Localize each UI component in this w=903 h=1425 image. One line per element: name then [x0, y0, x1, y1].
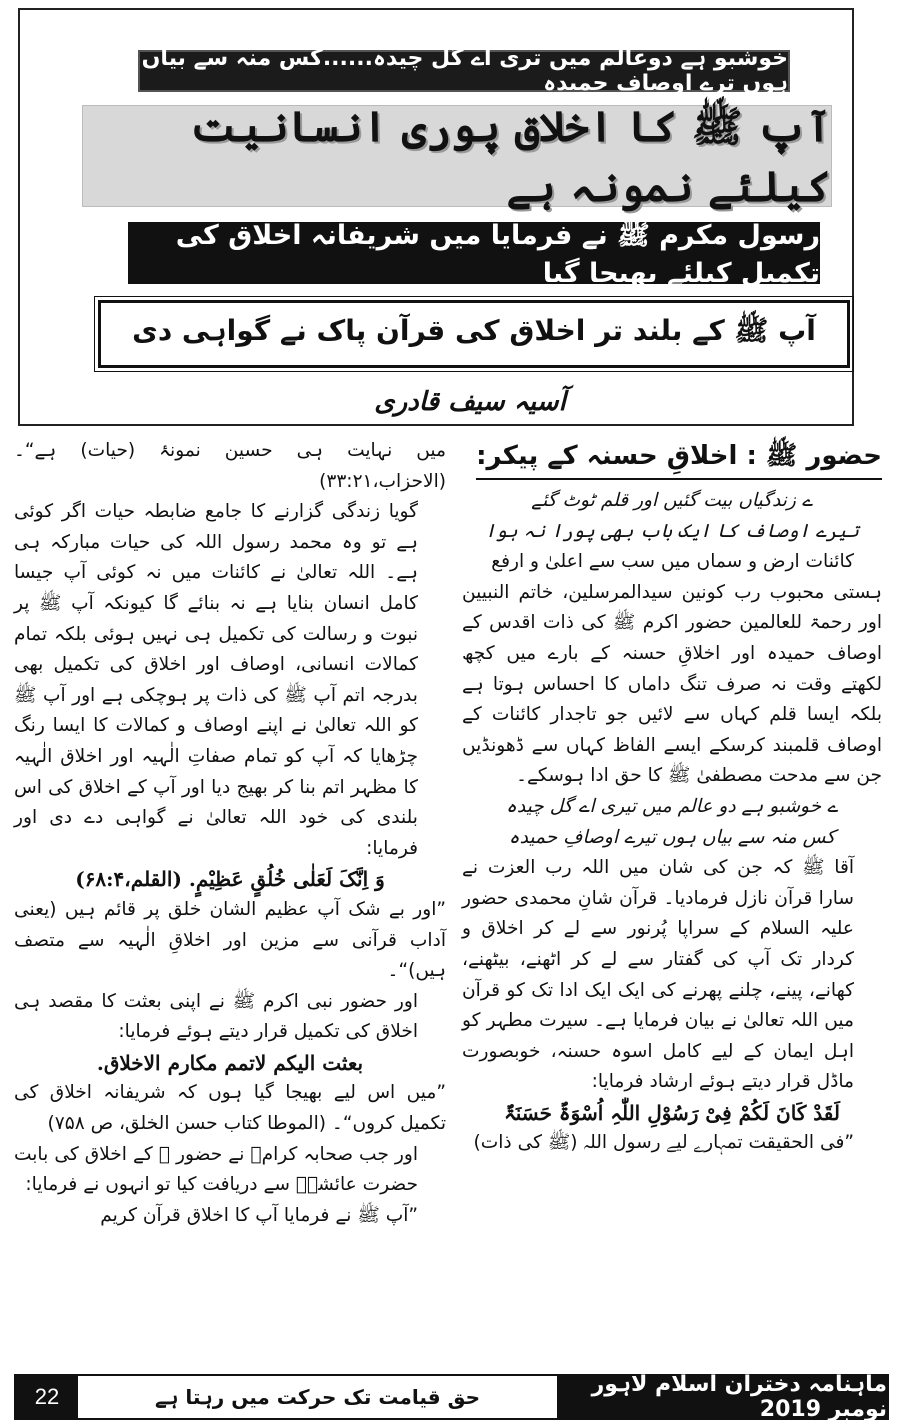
paragraph: آقا ﷺ کہ جن کی شان میں اللہ رب العزت نے سارا قرآن نازل فرمادیا۔ قرآن شانِ محمدی حضور علیہ السلام کے سراپا پُرنور سے لے کر اخلاق و کردار تک آپ کی گفتار سے لے کر اٹھنے، بیٹھنے، کھانے، پینے، چلنے پھرنے کی ایک ایک ادا تک کو قرآن میں اللہ تعالیٰ نے بیان فرمایا ہے۔ سیرت مطہر کو اہل ایمان کے لیے کامل اسوہ حسنہ، خوبصورت ماڈل قرار دیتے ہوئے ارشاد فرمایا:	[462, 857, 854, 1093]
right-column	[462, 436, 882, 1159]
page-number: 22	[16, 1376, 78, 1418]
quran-verse: وَ اِنَّکَ لَعَلٰی خُلُقٍ عَظِیْمٍ. (القلم،۶۸:۴)	[75, 867, 385, 892]
hadith-arabic: بعثت الیکم لاتمم مکارم الاخلاق.	[96, 1050, 364, 1075]
subtitle-banner: رسول مکرم ﷺ نے فرمایا میں شریفانہ اخلاق کی تکمیل کیلئے بھیجا گیا	[128, 222, 820, 284]
paragraph: گویا زندگی گزارنے کا جامع ضابطہ حیات اگر کوئی ہے تو وہ محمد رسول اللہ کی حیات مبارکہ ہی ہے۔ اللہ تعالیٰ نے کائنات میں نہ کوئی آپ جیسا کامل انسان بنایا ہے نہ بنائے گا کیونکہ آپ ﷺ پر نبوت و رسالت کی تکمیل ہی نہیں ہوئی بلکہ تمام کمالات انسانی، اوصاف اور اخلاق کی تکمیل بھی بدرجہ اتم آپ ﷺ کی ذات پر ہوچکی ہے اور آپ ﷺ کو اللہ تعالیٰ نے اپنے اوصاف و کمالات کا ایسا رنگ چڑھایا کہ آپ کو تمام صفاتِ الٰہیہ اور اخلاق الٰہیہ کا مظہر اتم بنا کر بھیج دیا اور آپ کے اخلاق کی اس بلندی کی خود اللہ تعالیٰ نے گواہی دے دی اور فرمایا:	[14, 501, 418, 859]
footer-motto: حق قیامت تک حرکت میں رہتا ہے	[78, 1376, 557, 1418]
section-heading: حضور ﷺ : اخلاقِ حسنہ کے پیکر:	[476, 436, 882, 480]
left-column	[14, 436, 446, 1231]
subtitle-box: آپ ﷺ کے بلند تر اخلاق کی قرآن پاک نے گواہی دی	[98, 300, 850, 368]
page-footer	[14, 1374, 889, 1420]
article-header	[18, 8, 854, 426]
verse-line: ے زندگیاں بیت گئیں اور قلم ٹوٹ گئے	[531, 490, 813, 511]
translation: ”آپ ﷺ نے فرمایا آپ کا اخلاق قرآن کریم	[100, 1204, 418, 1226]
verse-line: ے خوشبو ہے دو عالم میں تیری اے گل چیدہ	[506, 795, 838, 817]
couplet-banner: خوشبو ہے دوعالم میں تری اے گل چیدہ......کس منہ سے بیاں ہوں ترے اوصاف حمیدہ	[138, 50, 790, 92]
paragraph-line: کائنات ارض و سماں میں سب سے اعلیٰ و ارفع	[491, 551, 854, 573]
verse-line: تیرے اوصاف کا ایک باب بھی پورا نہ ہوا	[484, 520, 860, 542]
translation: ”اور بے شک آپ عظیم الشان خلق پر قائم ہیں (یعنی آداب قرآنی سے مزین اور اخلاقِ الٰہیہ سے متصف ہیں)“۔	[14, 898, 446, 982]
author-name: آسیہ سیف قادری	[374, 387, 566, 417]
translation: ”میں اس لیے بھیجا گیا ہوں کہ شریفانہ اخلاق کی تکمیل کروں“۔ (الموطا کتاب حسن الخلق، ص ۷۵۸)	[14, 1082, 446, 1135]
paragraph: اور جب صحابہ کرامؓ نے حضور ﷺ کے اخلاق کی بابت حضرت عائشہؓ سے دریافت کیا تو انہوں نے فرمایا:	[14, 1143, 418, 1196]
magazine-name: ماہنامہ دختران اسلام لاہور نومبر 2019	[557, 1376, 887, 1418]
verse-line: کس منہ سے بیاں ہوں تیرے اوصافِ حمیدہ	[508, 826, 836, 848]
paragraph: ہستی محبوب رب کونین سیدالمرسلین، خاتم النبیین اور رحمۃ للعالمین حضور اکرم ﷺ کی ذات اقدس کے اوصاف حمیدہ اور اخلاقِ حسنہ کے بارے میں کچھ لکھتے وقت نہ صرف تنگ داماں کا احساس ہوتا ہے بلکہ ایسا قلم کہاں سے لائیں جو تاجدار کائنات کے اوصاف قلمبند کرسکے ایسے الفاظ کہاں سے ڈھونڈیں جن سے مدحت مصطفیٰ ﷺ کا حق ادا ہوسکے۔	[462, 581, 882, 787]
translation: ”فی الحقیقت تمہارے لیے رسول اللہ (ﷺ کی ذات)	[473, 1132, 854, 1154]
paragraph: اور حضور نبی اکرم ﷺ نے اپنی بعثت کا مقصد ہی اخلاق کی تکمیل قرار دیتے ہوئے فرمایا:	[14, 990, 418, 1043]
paragraph-line: میں نہایت ہی حسین نمونۂ (حیات) ہے“۔ (الاحزاب،۳۳:۲۱)	[14, 440, 446, 492]
quran-verse: لَقَدْ کَانَ لَکُمْ فِیْ رَسُوْلِ اللّٰہِ اُسْوَۃٌ حَسَنَۃٌ	[503, 1100, 841, 1125]
article-title: آپ ﷺ کا اخلاق پوری انسانیت کیلئے نمونہ ہے	[82, 105, 832, 207]
